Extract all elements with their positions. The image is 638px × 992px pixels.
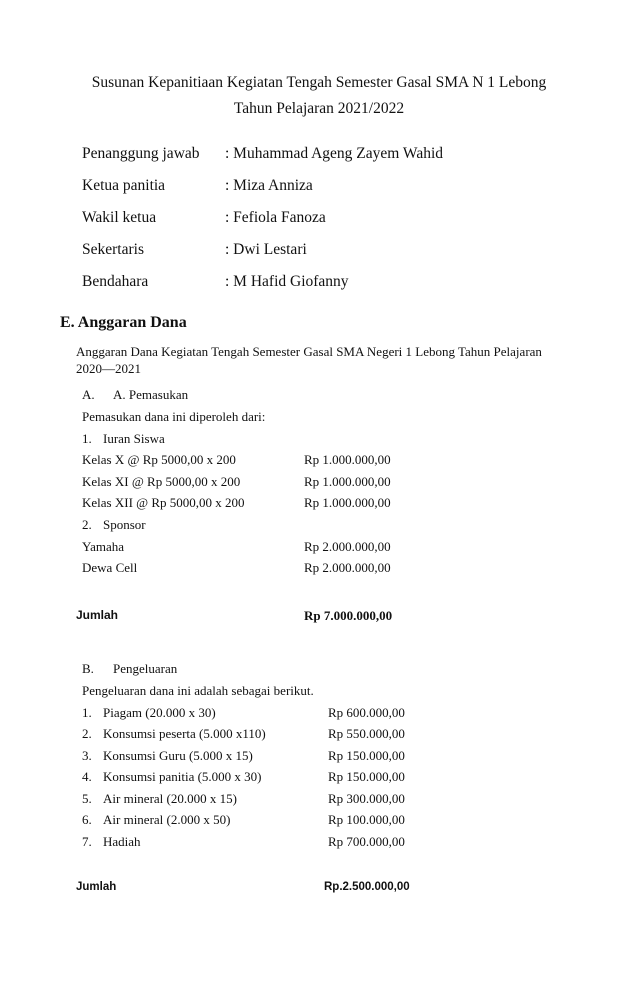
income-source: Pemasukan dana ini diperoleh dari:	[82, 409, 266, 424]
expense-item-amount: Rp 600.000,00	[328, 705, 405, 720]
committee-role: Ketua panitia	[82, 177, 166, 194]
expense-item-label: Konsumsi Guru (5.000 x 15)	[103, 748, 253, 763]
expense-desc: Pengeluaran dana ini adalah sebagai berikut.	[82, 683, 314, 698]
expense-heading: Pengeluaran	[113, 661, 178, 676]
expense-item-number: 7.	[82, 834, 92, 849]
income-row-amount: Rp 1.000.000,00	[304, 495, 391, 510]
income-row-amount: Rp 2.000.000,00	[304, 560, 391, 575]
section-heading: E. Anggaran Dana	[60, 314, 187, 331]
committee-role: Wakil ketua	[82, 209, 157, 226]
committee-name: : Dwi Lestari	[225, 241, 307, 258]
committee-name: : Fefiola Fanoza	[225, 209, 326, 226]
income-total-value: Rp 7.000.000,00	[304, 608, 393, 623]
committee-role: Bendahara	[82, 273, 149, 290]
income-row-amount: Rp 1.000.000,00	[304, 452, 391, 467]
expense-item-label: Konsumsi peserta (5.000 x110)	[103, 726, 266, 741]
expense-item-label: Hadiah	[103, 834, 141, 849]
page-title: Susunan Kepanitiaan Kegiatan Tengah Semester Gasal SMA N 1 Lebong	[91, 74, 547, 91]
income-row-amount: Rp 1.000.000,00	[304, 474, 391, 489]
expense-item-amount: Rp 150.000,00	[328, 769, 405, 784]
income-row-label: Kelas XII @ Rp 5000,00 x 200	[82, 495, 245, 510]
income-letter: A.	[82, 387, 95, 402]
expense-item-amount: Rp 100.000,00	[328, 812, 405, 827]
expense-total-label: Jumlah	[76, 881, 117, 893]
income-row-label: Kelas XI @ Rp 5000,00 x 200	[82, 474, 241, 489]
section-intro-year: 2020—2021	[76, 361, 141, 376]
expense-item-number: 3.	[82, 748, 92, 763]
expense-item-label: Air mineral (20.000 x 15)	[103, 791, 237, 806]
committee-name: : Miza Anniza	[225, 177, 313, 194]
income-group-number: 2.	[82, 517, 92, 532]
expense-item-amount: Rp 550.000,00	[328, 726, 405, 741]
expense-letter: B.	[82, 661, 94, 676]
income-group-label: Iuran Siswa	[103, 431, 165, 446]
expense-item-number: 6.	[82, 812, 92, 827]
income-row-label: Yamaha	[82, 539, 125, 554]
expense-item-amount: Rp 700.000,00	[328, 834, 405, 849]
expense-item-number: 1.	[82, 705, 92, 720]
income-row-label: Dewa Cell	[82, 560, 138, 575]
page-subtitle: Tahun Pelajaran 2021/2022	[233, 100, 405, 117]
expense-item-amount: Rp 150.000,00	[328, 748, 405, 763]
expense-item-label: Piagam (20.000 x 30)	[103, 705, 216, 720]
income-row-label: Kelas X @ Rp 5000,00 x 200	[82, 452, 236, 467]
expense-item-amount: Rp 300.000,00	[328, 791, 405, 806]
income-group-number: 1.	[82, 431, 92, 446]
expense-item-number: 5.	[82, 791, 92, 806]
committee-name: : Muhammad Ageng Zayem Wahid	[225, 145, 444, 162]
income-group-label: Sponsor	[103, 517, 146, 532]
expense-item-label: Air mineral (2.000 x 50)	[103, 812, 231, 827]
expense-item-number: 4.	[82, 769, 92, 784]
expense-item-label: Konsumsi panitia (5.000 x 30)	[103, 769, 262, 784]
committee-role: Penanggung jawab	[82, 145, 200, 162]
expense-item-number: 2.	[82, 726, 92, 741]
expense-total-value: Rp.2.500.000,00	[324, 881, 410, 893]
income-total-label: Jumlah	[76, 608, 119, 622]
income-row-amount: Rp 2.000.000,00	[304, 539, 391, 554]
income-heading: A. Pemasukan	[113, 387, 189, 402]
section-intro: Anggaran Dana Kegiatan Tengah Semester Gasal SMA Negeri 1 Lebong Tahun Pelajaran	[76, 344, 542, 359]
committee-role: Sekertaris	[82, 241, 144, 258]
committee-name: : M Hafid Giofanny	[225, 273, 349, 290]
